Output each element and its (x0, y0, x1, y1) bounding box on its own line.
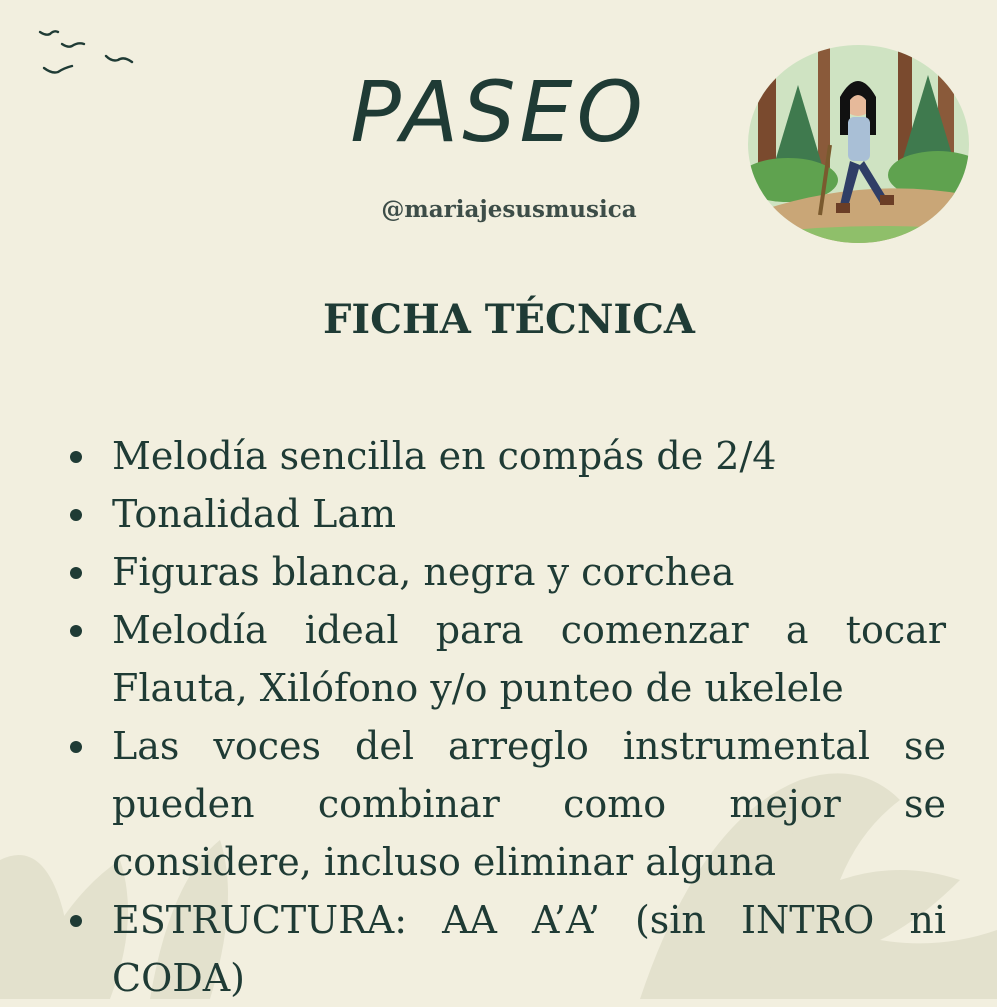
list-item: ESTRUCTURA: AA A’A’ (sin INTRO ni CODA) (62, 891, 946, 1007)
facts-list (62, 427, 946, 1007)
hiking-avatar-icon (748, 45, 969, 243)
list-item: Las voces del arreglo instrumental se pueden combinar como mejor se considere, incluso eliminar alguna (62, 717, 946, 891)
section-heading: FICHA TÉCNICA (323, 296, 695, 343)
list-item: Figuras blanca, negra y corchea (62, 543, 946, 601)
list-item: Tonalidad Lam (62, 485, 946, 543)
page-title: PASEO (350, 63, 647, 161)
list-item: Melodía sencilla en compás de 2/4 (62, 427, 946, 485)
author-handle: @mariajesusmusica (381, 196, 637, 223)
list-item: Melodía ideal para comenzar a tocar Flauta, Xilófono y/o punteo de ukelele (62, 601, 946, 717)
